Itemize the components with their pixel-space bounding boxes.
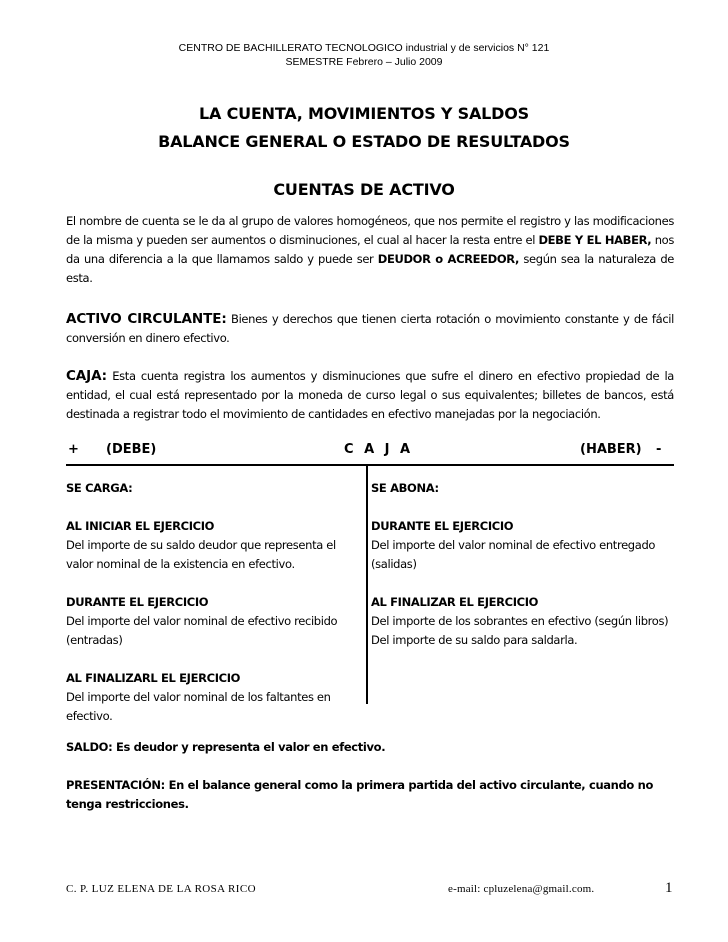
plus-sign: + [68, 442, 79, 457]
credit-column [371, 479, 671, 650]
t-account-divider [366, 466, 368, 704]
debit-heading: AL FINALIZARL EL EJERCICIO [66, 671, 241, 685]
debit-column [66, 479, 362, 726]
t-account-header [66, 442, 674, 466]
main-subtitle: BALANCE GENERAL O ESTADO DE RESULTADOS [158, 132, 570, 151]
caja-paragraph: CAJA: Esta cuenta registra los aumentos y disminuciones que sufre el dinero en efectivo propiedad de la entidad, el cual está representado por la moneda de curso legal o sus equivalentes; billetes de bancos, está destinada a registrar todo el movimiento de cantidades en efectivo manejadas por la negociación. [66, 368, 674, 421]
debit-heading: AL INICIAR EL EJERCICIO [66, 519, 215, 533]
debit-text: Del importe del valor nominal de los faltantes en efectivo. [66, 690, 331, 723]
debit-text: Del importe de su saldo deudor que representa el valor nominal de la existencia en efectivo. [66, 538, 336, 571]
main-title: LA CUENTA, MOVIMIENTOS Y SALDOS [199, 104, 529, 123]
debit-text: Del importe del valor nominal de efectivo recibido (entradas) [66, 614, 338, 647]
footer-author: C. P. LUZ ELENA DE LA ROSA RICO [66, 883, 256, 895]
debit-title: SE CARGA: [66, 481, 133, 495]
footer-email: e-mail: cpluzelena@gmail.com. [448, 883, 595, 895]
saldo-statement: SALDO: Es deudor y representa el valor en efectivo. [66, 740, 386, 754]
credit-heading: DURANTE EL EJERCICIO [371, 519, 514, 533]
account-name: C A J A [344, 442, 414, 457]
presentacion-statement: PRESENTACIÓN: En el balance general como la primera partida del activo circulante, cuando no tenga restricciones. [66, 778, 653, 811]
activo-circulante-label: ACTIVO CIRCULANTE: [66, 311, 227, 327]
page-number: 1 [665, 880, 673, 896]
activo-circulante-paragraph: ACTIVO CIRCULANTE: Bienes y derechos que tienen cierta rotación o movimiento constante y de fácil conversión en dinero efectivo. [66, 311, 674, 345]
haber-label: (HABER) [580, 442, 642, 457]
caja-label: CAJA: [66, 368, 107, 384]
debit-heading: DURANTE EL EJERCICIO [66, 595, 209, 609]
credit-title: SE ABONA: [371, 481, 439, 495]
credit-text: Del importe de los sobrantes en efectivo (según libros) [371, 614, 669, 628]
credit-heading: AL FINALIZAR EL EJERCICIO [371, 595, 539, 609]
semester-header: SEMESTRE Febrero – Julio 2009 [285, 56, 443, 68]
debe-label: (DEBE) [106, 442, 157, 457]
section-title: CUENTAS DE ACTIVO [273, 180, 455, 199]
minus-sign: - [656, 442, 662, 457]
credit-text: Del importe de su saldo para saldarla. [371, 633, 578, 647]
intro-paragraph: El nombre de cuenta se le da al grupo de valores homogéneos, que nos permite el registro y las modificaciones de la misma y pueden ser aumentos o disminuciones, el cual al hacer la resta entre el DEBE Y EL HABER, nos da una diferencia a la que llamamos saldo y puede ser DEUDOR o ACREEDOR, según sea la naturaleza de esta. [66, 214, 674, 285]
school-header: CENTRO DE BACHILLERATO TECNOLOGICO industrial y de servicios N° 121 [178, 42, 550, 54]
credit-text: Del importe del valor nominal de efectivo entregado (salidas) [371, 538, 656, 571]
